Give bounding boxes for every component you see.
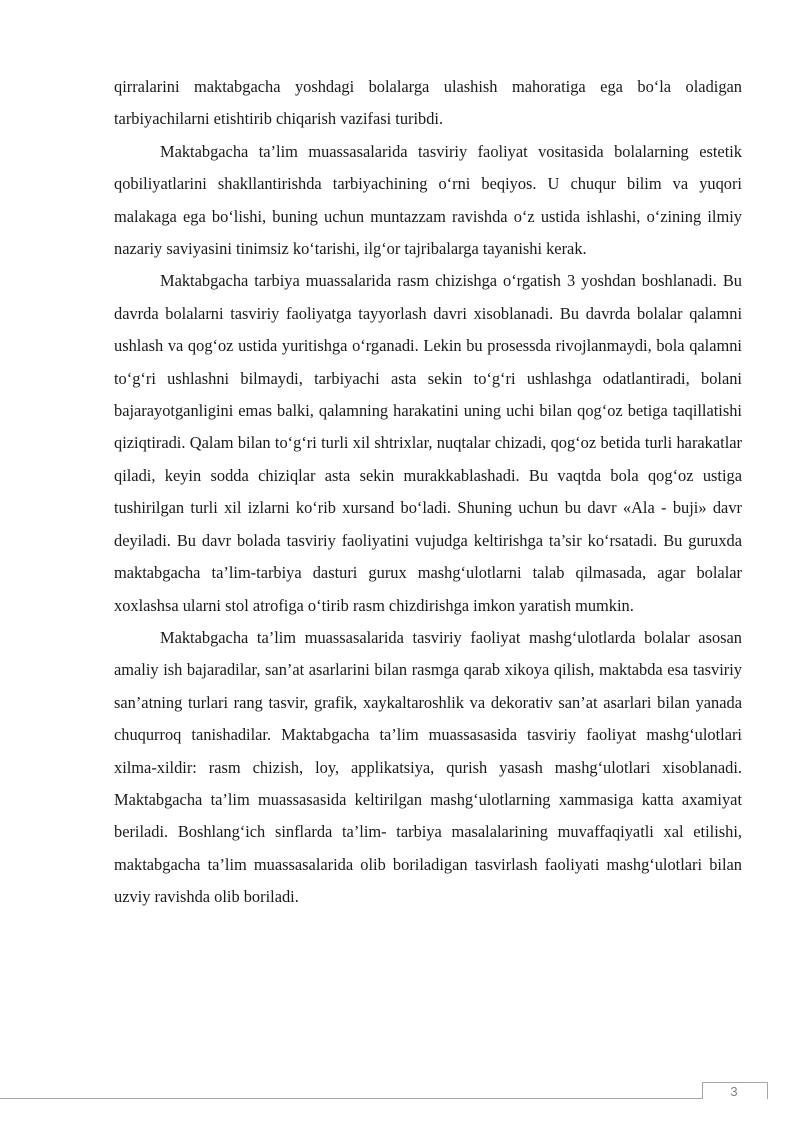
page-body [114, 71, 742, 914]
paragraph-drawing-age-three: Maktabgacha tarbiya muassalarida rasm chizishga o‘rgatish 3 yoshdan boshlanadi. Bu davrda bolalarni tasviriy faoliyatga tayyorlash davri xisoblanadi. Bu davrda bolalar qalamni ushlash va qog‘oz ustida yuritishga o‘rganadi. Lekin bu prosessda rivojlanmaydi, bola qalamni to‘g‘ri ushlashni bilmaydi, tarbiyachi asta sekin to‘g‘ri ushlashga odatlantiradi, bolani bajarayotganligini emas balki, qalamning harakatini uning uchi bilan qog‘oz betiga taqillatishi qiziqtiradi. Qalam bilan to‘g‘ri turli xil shtrixlar, nuqtalar chizadi, qog‘oz betida turli harakatlar qiladi, keyin sodda chiziqlar asta sekin murakkablashadi. Bu vaqtda bola qog‘oz ustiga tushirilgan turli xil izlarni ko‘rib xursand bo‘ladi. Shuning uchun bu davr «Ala - buji» davr deyiladi. Bu davr bolada tasviriy faoliyatini vujudga keltirishga ta’sir ko‘rsatadi. Bu guruxda maktabgacha ta’lim-tarbiya dasturi gurux mashg‘ulotlarni talab qilmasada, agar bolalar xoxlashsa ularni stol atrofiga o‘tirib rasm chizdirishga imkon yaratish mumkin. [114, 271, 742, 615]
footer-divider [0, 1098, 768, 1099]
paragraph-continuation: qirralarini maktabgacha yoshdagi bolalarga ulashish mahoratiga ega bo‘la oladigan tarbiyachilarni etishtirib chiqarish vazifasi turibdi. [114, 77, 742, 129]
paragraph-activity-types: Maktabgacha ta’lim muassasalarida tasviriy faoliyat mashg‘ulotlarda bolalar asosan amaliy ish bajaradilar, san’at asarlarini bilan rasmga qarab xikoya qilish, maktabda esa tasviriy san’atning turlari rang tasvir, grafik, xaykaltaroshlik va dekorativ san’at asarlari bilan yanada chuqurroq tanishadilar. Maktabgacha ta’lim muassasasida tasviriy faoliyat mashg‘ulotlari xilma-xildir: rasm chizish, loy, applikatsiya, qurish yasash mashg‘ulotlari xisoblanadi. Maktabgacha ta’lim muassasasida keltirilgan mashg‘ulotlarning xammasiga katta axamiyat beriladi. Boshlang‘ich sinflarda ta’lim- tarbiya masalalarining muvaffaqiyatli xal etilishi, maktabgacha ta’lim muassasalarida olib boriladigan tasvirlash faoliyati mashg‘ulotlari bilan uzviy ravishda olib boriladi. [114, 627, 742, 907]
paragraph-educator-role: Maktabgacha ta’lim muassasalarida tasviriy faoliyat vositasida bolalarning estetik qobiliyatlarini shakllantirishda tarbiyachining o‘rni beqiyos. U chuqur bilim va yuqori malakaga ega bo‘lishi, buning uchun muntazzam ravishda o‘z ustida ishlashi, o‘zining ilmiy nazariy saviyasini tinimsiz ko‘tarishi, ilg‘or tajribalarga tayanishi kerak. [114, 141, 742, 259]
page-number: 3 [730, 1084, 738, 1099]
